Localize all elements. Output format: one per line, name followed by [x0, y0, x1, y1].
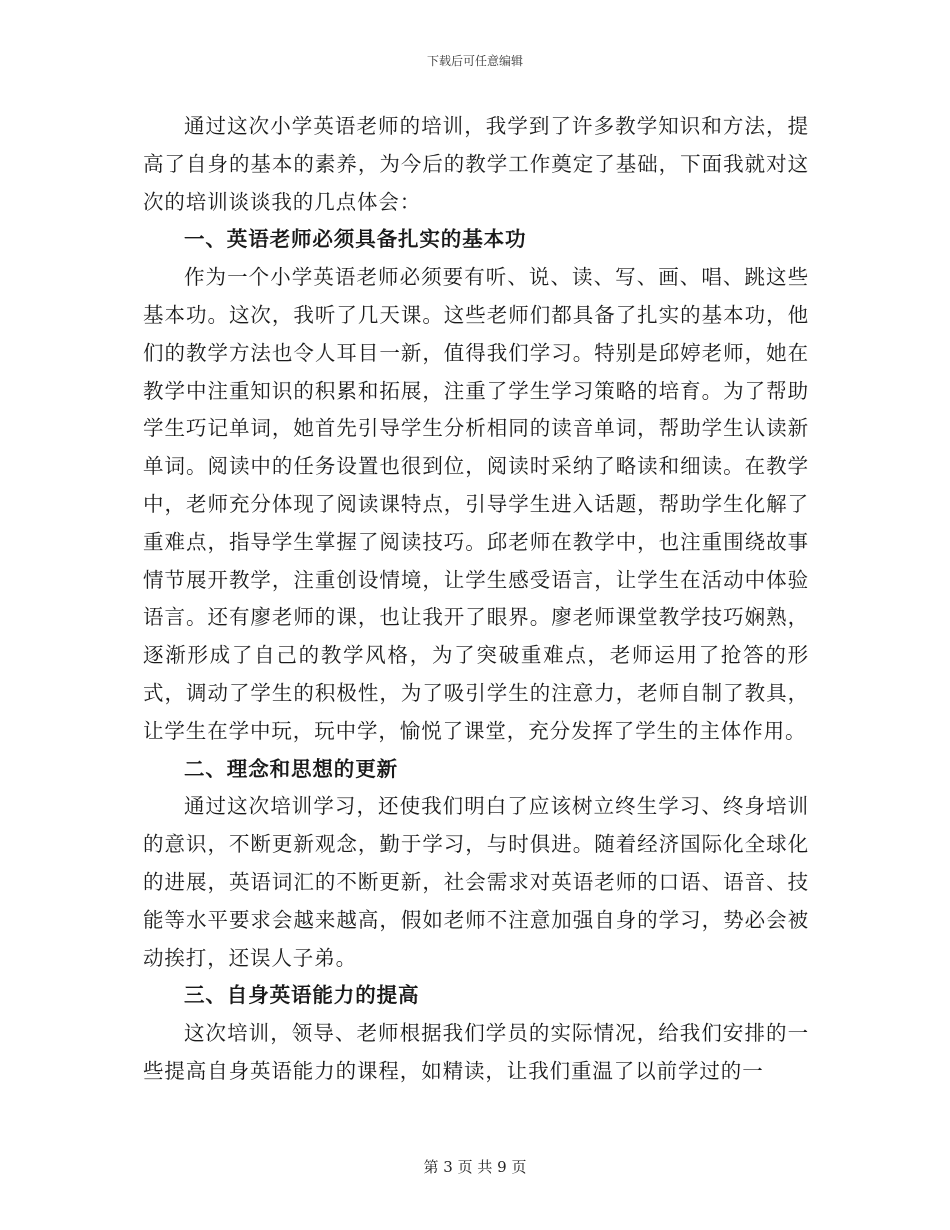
- section-paragraph-1: 作为一个小学英语老师必须要有听、说、读、写、画、唱、跳这些基本功。这次，我听了几天课。这些老师们都具备了扎实的基本功，他们的教学方法也令人耳目一新，值得我们学习。特别是邱婷老师，她在教学中注重知识的积累和拓展，注重了学生学习策略的培育。为了帮助学生巧记单词，她首先引导学生分析相同的读音单词，帮助学生认读新单词。阅读中的任务设置也很到位，阅读时采纳了略读和细读。在教学中，老师充分体现了阅读课特点，引导学生进入话题，帮助学生化解了重难点，指导学生掌握了阅读技巧。邱老师在教学中，也注重围绕故事情节展开教学，注重创设情境，让学生感受语言，让学生在活动中体验语言。还有廖老师的课，也让我开了眼界。廖老师课堂教学技巧娴熟，逐渐形成了自己的教学风格，为了突破重难点，老师运用了抢答的形式，调动了学生的积极性，为了吸引学生的注意力，老师自制了教具，让学生在学中玩，玩中学，愉悦了课堂，充分发挥了学生的主体作用。: [143, 265, 809, 743]
- page-header: 下载后可任意编辑: [426, 54, 523, 68]
- section-paragraph-2: 通过这次培训学习，还使我们明白了应该树立终生学习、终身培训的意识，不断更新观念，勤于学习，与时俱进。随着经济国际化全球化的进展，英语词汇的不断更新，社会需求对英语老师的口语、语音、技能等水平要求会越来越高，假如老师不注意加强自身的学习，势必会被动挨打，还误人子弟。: [143, 794, 809, 970]
- section-heading-1: 一、英语老师必须具备扎实的基本功: [184, 227, 527, 252]
- section-heading-2: 二、理念和思想的更新: [184, 756, 398, 781]
- document-body: [143, 108, 809, 1091]
- intro-paragraph: 通过这次小学英语老师的培训，我学到了许多教学知识和方法，提高了自身的基本的素养，为今后的教学工作奠定了基础，下面我就对这次的培训谈谈我的几点体会：: [143, 114, 809, 214]
- section-heading-3: 三、自身英语能力的提高: [184, 983, 420, 1008]
- page-footer: 第 3 页 共 9 页: [423, 1158, 527, 1176]
- section-paragraph-3: 这次培训，领导、老师根据我们学员的实际情况，给我们安排的一些提高自身英语能力的课程，如精读，让我们重温了以前学过的一: [143, 1021, 809, 1083]
